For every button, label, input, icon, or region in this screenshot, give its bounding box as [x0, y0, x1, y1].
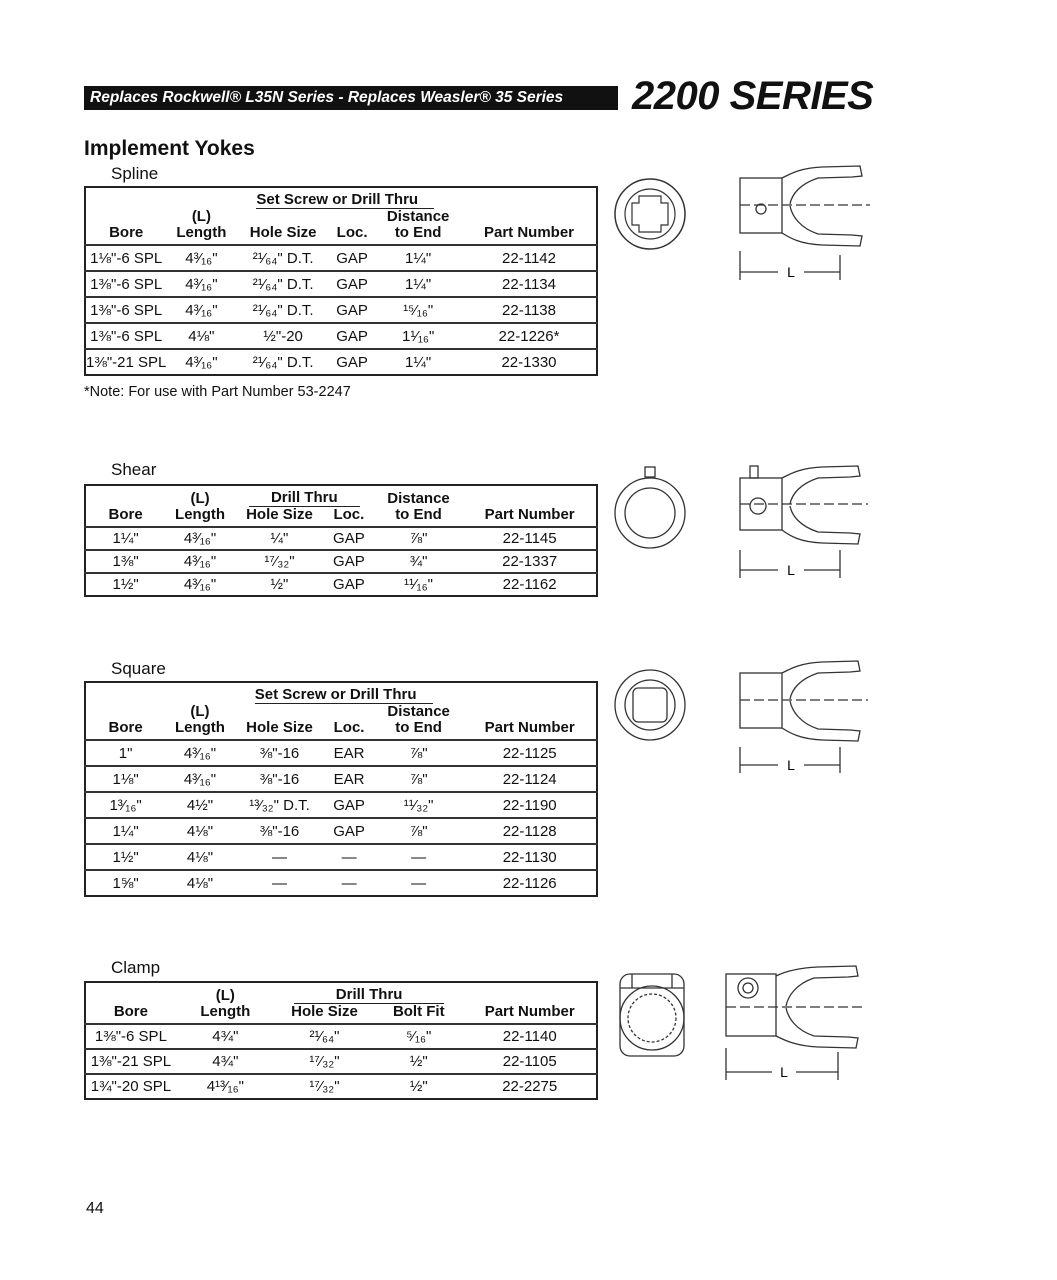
shear-section-title: Shear	[111, 460, 157, 479]
table-cell: ¾"	[374, 550, 464, 573]
table-cell: 22-1105	[463, 1049, 597, 1074]
table-row	[85, 766, 597, 792]
spline-toend-header: to End	[394, 224, 442, 241]
table-cell: 1¼"	[85, 527, 165, 550]
shear-toend-header: to End	[395, 506, 442, 523]
table-row	[85, 818, 597, 844]
table-cell: ⅜"-16	[235, 740, 324, 766]
table-cell: 1⅜"	[85, 550, 165, 573]
table-cell: 22-1128	[463, 818, 597, 844]
table-cell: 1¹⁄₁₆"	[374, 323, 462, 349]
table-row	[85, 245, 597, 271]
table-row	[85, 573, 597, 596]
shear-group-header: Drill Thru	[235, 485, 374, 507]
spline-table	[84, 186, 598, 376]
clamp-part-header: Part Number	[484, 1003, 575, 1020]
table-cell: 1½"	[85, 844, 165, 870]
table-cell: GAP	[324, 792, 374, 818]
table-cell: 22-1330	[462, 349, 597, 375]
table-cell: 22-1124	[463, 766, 597, 792]
table-cell: ¹⁷⁄₃₂"	[275, 1074, 374, 1099]
table-cell: 22-1145	[463, 527, 597, 550]
table-cell: 22-1126	[463, 870, 597, 896]
clamp-bore-header: Bore	[113, 1003, 148, 1020]
square-part-header: Part Number	[484, 719, 575, 736]
shear-length-header: Length	[175, 506, 226, 523]
clamp-group-header: Drill Thru	[275, 982, 464, 1004]
table-cell: GAP	[324, 818, 374, 844]
square-group-header: Set Screw or Drill Thru	[235, 682, 464, 704]
spline-length-header: Length	[176, 224, 227, 241]
spline-end-view	[610, 174, 690, 254]
table-cell: ¹¹⁄₁₆"	[374, 573, 464, 596]
shear-l-header: (L)	[190, 490, 210, 507]
shear-side-view	[730, 460, 870, 585]
table-cell: ⅞"	[374, 766, 463, 792]
table-row	[85, 297, 597, 323]
table-cell: GAP	[330, 297, 374, 323]
table-cell: 1⅜"-21 SPL	[85, 1049, 176, 1074]
table-cell: 22-1130	[463, 844, 597, 870]
spline-distance-header: Distance	[386, 208, 450, 225]
shear-end-view	[610, 465, 690, 555]
table-cell: 4⅛"	[166, 323, 236, 349]
table-row	[85, 271, 597, 297]
table-cell: 4³⁄₁₆"	[165, 550, 235, 573]
table-row	[85, 349, 597, 375]
table-cell: 22-1226*	[462, 323, 597, 349]
table-cell: ¹⁷⁄₃₂"	[275, 1049, 374, 1074]
square-dim-label: L	[787, 757, 795, 773]
table-cell: GAP	[330, 349, 374, 375]
table-cell: 1⅜"-6 SPL	[85, 1024, 176, 1049]
table-cell: 4³⁄₁₆"	[166, 297, 236, 323]
spline-section-title: Spline	[111, 164, 159, 183]
table-cell: GAP	[324, 573, 374, 596]
table-cell: ¹¹⁄₃₂"	[374, 792, 463, 818]
table-cell: —	[374, 844, 463, 870]
table-cell: 22-1125	[463, 740, 597, 766]
square-distance-header: Distance	[387, 703, 450, 720]
shear-loc-header: Loc.	[333, 506, 365, 523]
table-cell: 4¾"	[176, 1049, 275, 1074]
table-cell: 1¼"	[374, 349, 462, 375]
square-table	[84, 681, 598, 897]
spline-hole-header: Hole Size	[249, 224, 317, 241]
clamp-boltfit-header: Bolt Fit	[392, 1003, 445, 1020]
table-cell: 1¼"	[85, 818, 165, 844]
table-cell: ²¹⁄₆₄" D.T.	[236, 271, 329, 297]
table-cell: 22-2275	[463, 1074, 597, 1099]
table-cell: —	[235, 870, 324, 896]
table-cell: ¼"	[235, 527, 324, 550]
clamp-table	[84, 981, 598, 1100]
table-cell: 4³⁄₁₆"	[166, 271, 236, 297]
table-row	[85, 1049, 597, 1074]
table-cell: 1⅜"-21 SPL	[85, 349, 166, 375]
table-cell: 22-1190	[463, 792, 597, 818]
table-row	[85, 792, 597, 818]
shear-hole-header: Hole Size	[246, 506, 313, 523]
table-row	[85, 323, 597, 349]
clamp-hole-header: Hole Size	[291, 1003, 358, 1020]
table-cell: GAP	[330, 323, 374, 349]
table-cell: 22-1134	[462, 271, 597, 297]
table-cell: 1⅜"-6 SPL	[85, 271, 166, 297]
square-loc-header: Loc.	[333, 719, 365, 736]
page-title: Implement Yokes	[84, 137, 255, 160]
table-row	[85, 1074, 597, 1099]
table-cell: —	[374, 870, 463, 896]
table-cell: 4³⁄₁₆"	[165, 740, 235, 766]
table-cell: —	[324, 870, 374, 896]
table-cell: 22-1140	[463, 1024, 597, 1049]
table-cell: 1¼"	[374, 271, 462, 297]
table-cell: 4³⁄₁₆"	[166, 245, 236, 271]
clamp-side-view	[718, 962, 868, 1087]
table-cell: ²¹⁄₆₄" D.T.	[236, 245, 329, 271]
clamp-l-header: (L)	[215, 987, 235, 1004]
table-cell: 4³⁄₁₆"	[165, 573, 235, 596]
table-cell: ⅞"	[374, 527, 464, 550]
table-cell: 4³⁄₁₆"	[166, 349, 236, 375]
table-cell: 1¼"	[374, 245, 462, 271]
table-cell: ¹³⁄₃₂" D.T.	[235, 792, 324, 818]
table-cell: ¹⁵⁄₁₆"	[374, 297, 462, 323]
series-title: 2200 SERIES	[632, 74, 874, 118]
spline-dim-label: L	[787, 264, 795, 280]
table-cell: ²¹⁄₆₄" D.T.	[236, 297, 329, 323]
table-cell: ⁵⁄₁₆"	[374, 1024, 463, 1049]
table-cell: 4³⁄₁₆"	[165, 766, 235, 792]
spline-group-header: Set Screw or Drill Thru	[236, 187, 462, 209]
table-row	[85, 844, 597, 870]
clamp-length-header: Length	[200, 1003, 251, 1020]
table-row	[85, 740, 597, 766]
table-cell: ²¹⁄₆₄"	[275, 1024, 374, 1049]
shear-dim-label: L	[787, 562, 795, 578]
table-cell: 1¾"-20 SPL	[85, 1074, 176, 1099]
table-cell: 4½"	[165, 792, 235, 818]
clamp-dim-label: L	[780, 1064, 788, 1080]
table-cell: 4⅛"	[165, 818, 235, 844]
table-cell: 22-1142	[462, 245, 597, 271]
table-cell: ½"-20	[236, 323, 329, 349]
table-cell: EAR	[324, 766, 374, 792]
spline-side-view	[730, 160, 870, 285]
square-side-view	[730, 655, 870, 780]
table-cell: GAP	[324, 527, 374, 550]
square-section-title: Square	[111, 659, 166, 678]
clamp-end-view	[612, 968, 692, 1063]
table-cell: 1⅝"	[85, 870, 165, 896]
table-cell: 4³⁄₁₆"	[165, 527, 235, 550]
table-cell: —	[324, 844, 374, 870]
series-banner: Replaces Rockwell® L35N Series - Replaces Weasler® 35 Series	[84, 86, 618, 110]
page-number: 44	[86, 1200, 104, 1217]
table-cell: 1⅛"-6 SPL	[85, 245, 166, 271]
table-cell: ¹⁷⁄₃₂"	[235, 550, 324, 573]
table-cell: 4¾"	[176, 1024, 275, 1049]
square-hole-header: Hole Size	[246, 719, 313, 736]
table-cell: 22-1138	[462, 297, 597, 323]
table-cell: 4⅛"	[165, 870, 235, 896]
table-row	[85, 870, 597, 896]
table-cell: 4⅛"	[165, 844, 235, 870]
table-cell: EAR	[324, 740, 374, 766]
spline-l-header: (L)	[191, 208, 211, 225]
square-end-view	[610, 665, 690, 745]
table-cell: ²¹⁄₆₄" D.T.	[236, 349, 329, 375]
table-cell: 1⅜"-6 SPL	[85, 323, 166, 349]
table-cell: 4¹³⁄₁₆"	[176, 1074, 275, 1099]
shear-part-header: Part Number	[484, 506, 575, 523]
table-row	[85, 550, 597, 573]
table-cell: 1³⁄₁₆"	[85, 792, 165, 818]
table-row	[85, 1024, 597, 1049]
shear-table	[84, 484, 598, 597]
table-cell: 1"	[85, 740, 165, 766]
table-cell: ½"	[374, 1074, 463, 1099]
table-cell: 1⅜"-6 SPL	[85, 297, 166, 323]
table-cell: GAP	[330, 271, 374, 297]
table-cell: GAP	[330, 245, 374, 271]
spline-part-header: Part Number	[483, 224, 575, 241]
table-cell: ⅞"	[374, 740, 463, 766]
table-cell: GAP	[324, 550, 374, 573]
table-cell: ⅜"-16	[235, 818, 324, 844]
square-bore-header: Bore	[108, 719, 143, 736]
table-cell: 22-1337	[463, 550, 597, 573]
spline-loc-header: Loc.	[336, 224, 368, 241]
table-cell: 1⅛"	[85, 766, 165, 792]
table-cell: ⅞"	[374, 818, 463, 844]
clamp-section-title: Clamp	[111, 958, 161, 977]
spline-bore-header: Bore	[109, 224, 144, 241]
table-row	[85, 527, 597, 550]
spline-note: *Note: For use with Part Number 53-2247	[84, 384, 351, 400]
shear-distance-header: Distance	[387, 490, 450, 507]
square-toend-header: to End	[395, 719, 442, 736]
table-cell: ½"	[374, 1049, 463, 1074]
table-cell: ½"	[235, 573, 324, 596]
table-cell: 1½"	[85, 573, 165, 596]
table-cell: —	[235, 844, 324, 870]
shear-bore-header: Bore	[108, 506, 143, 523]
square-length-header: Length	[174, 719, 225, 736]
table-cell: ⅜"-16	[235, 766, 324, 792]
square-l-header: (L)	[190, 703, 210, 720]
table-cell: 22-1162	[463, 573, 597, 596]
